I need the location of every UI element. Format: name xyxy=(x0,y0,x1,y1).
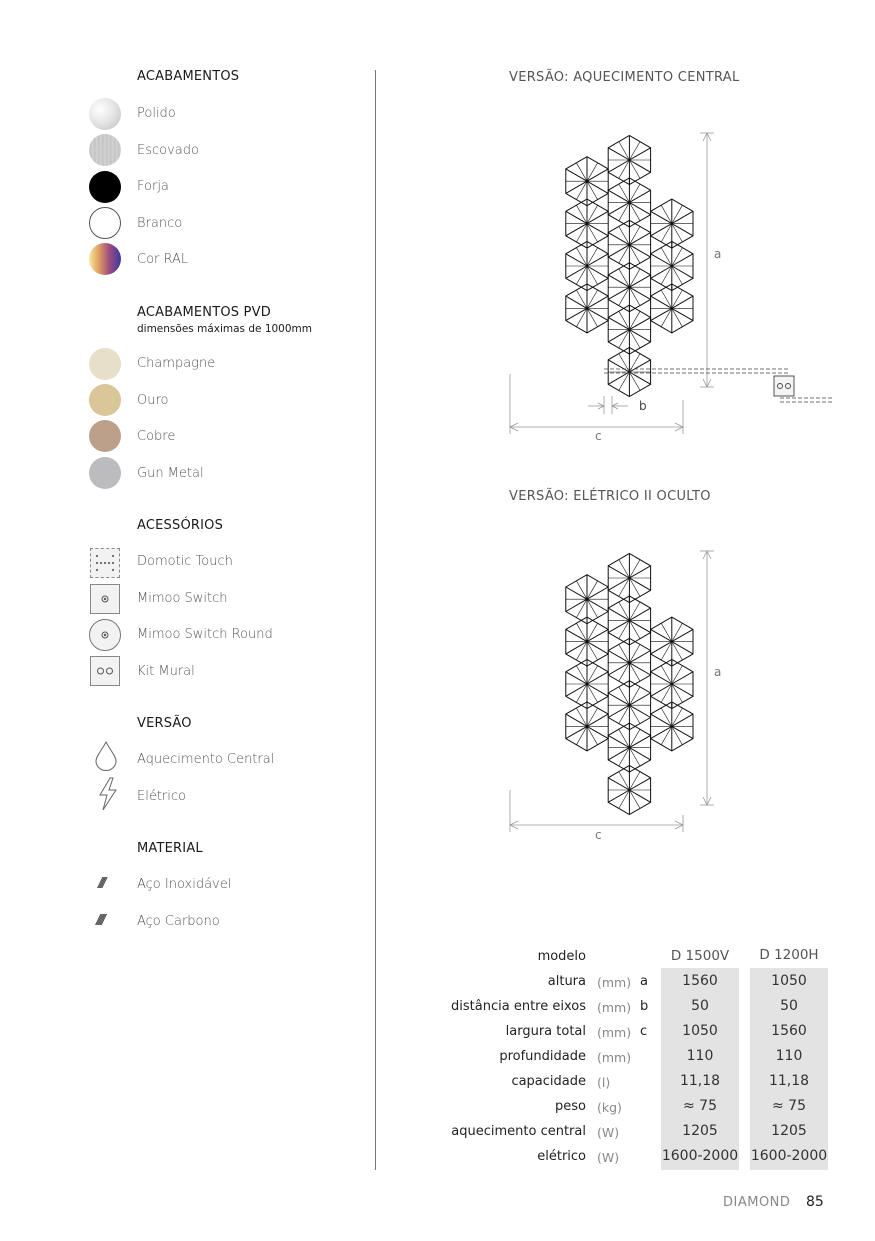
diagram1-drawing xyxy=(500,120,840,450)
domotic-touch-icon xyxy=(90,548,120,578)
radiator-facet xyxy=(587,599,608,611)
spec-value: 1050 xyxy=(682,1023,718,1039)
swatch-ouro xyxy=(89,384,121,416)
spec-row-unit: (mm) xyxy=(597,975,632,990)
radiator-facet xyxy=(566,599,587,611)
spec-value: 1560 xyxy=(771,1023,807,1039)
spec-row-label: largura total xyxy=(505,1024,586,1039)
spec-value: 110 xyxy=(775,1048,803,1064)
accessory-label-mimoo-switch-round: Mimoo Switch Round xyxy=(137,627,273,642)
accessories-heading: ACESSÓRIOS xyxy=(137,518,224,533)
swatch-champagne xyxy=(89,348,121,380)
radiator-facet xyxy=(566,714,587,726)
spec-value: 1560 xyxy=(682,973,718,989)
radiator-facet xyxy=(587,684,608,696)
radiator-facet xyxy=(608,160,629,172)
radiator-facet xyxy=(608,578,629,590)
swatch-cor-ral xyxy=(89,243,121,275)
spec-row-label: peso xyxy=(555,1099,586,1114)
spec-value: 11,18 xyxy=(768,1073,810,1089)
spec-row-letter: c xyxy=(640,1024,648,1039)
version-label-central: Aquecimento Central xyxy=(137,752,275,767)
swatch-cobre xyxy=(89,420,121,452)
diagram1-label-c: c xyxy=(595,429,602,443)
radiator-facet xyxy=(587,266,608,278)
radiator-facet xyxy=(672,211,693,223)
swatch-gun-metal xyxy=(89,457,121,489)
swatch-forja xyxy=(89,171,121,203)
spec-row-unit: (mm) xyxy=(597,1050,632,1065)
spec-value: 50 xyxy=(780,998,798,1014)
radiator-facet xyxy=(651,211,672,223)
spec-value: 50 xyxy=(691,998,709,1014)
finish-label-forja: Forja xyxy=(137,179,169,194)
pvd-label-champagne: Champagne xyxy=(137,356,216,371)
radiator-facet xyxy=(629,330,650,342)
radiator-facet xyxy=(672,714,693,726)
kit-mural-icon xyxy=(90,656,120,686)
radiator-facet xyxy=(608,748,629,760)
version-label-eletrico: Elétrico xyxy=(137,789,186,804)
material-label-inox: Aço Inoxidável xyxy=(137,877,232,892)
lightning-icon xyxy=(96,776,120,816)
diagram1-label-b: b xyxy=(639,399,647,413)
hatch-4-icon: ///// xyxy=(96,913,103,928)
spec-row-unit: (mm) xyxy=(597,1000,632,1015)
spec-value: 110 xyxy=(686,1048,714,1064)
spec-row-unit: (W) xyxy=(597,1125,620,1140)
pvd-heading: ACABAMENTOS PVD xyxy=(137,305,271,320)
spec-model-1: D 1500V xyxy=(670,948,730,964)
radiator-facet xyxy=(587,169,608,181)
spec-model-2: D 1200H xyxy=(759,947,819,963)
radiator-facet xyxy=(608,705,629,717)
radiator-facet xyxy=(629,160,650,172)
pvd-label-ouro: Ouro xyxy=(137,393,169,408)
radiator-facet xyxy=(629,372,650,384)
column-divider xyxy=(375,70,376,1170)
finish-label-cor-ral: Cor RAL xyxy=(137,252,189,267)
radiator-facet xyxy=(608,330,629,342)
radiator-facet xyxy=(608,790,629,802)
radiator-facet xyxy=(629,748,650,760)
radiator-facet xyxy=(672,642,693,654)
spec-row-label: capacidade xyxy=(511,1074,586,1089)
swatch-polido xyxy=(89,98,121,130)
diagram1-kit-mural-icon xyxy=(774,376,794,396)
spec-header-label: modelo xyxy=(537,949,586,964)
spec-row-label: profundidade xyxy=(499,1049,586,1064)
radiator-facet xyxy=(629,705,650,717)
radiator-facet xyxy=(608,202,629,214)
radiator-facet xyxy=(566,642,587,654)
accessory-label-domotic-touch: Domotic Touch xyxy=(137,554,233,569)
spec-value: ≈ 75 xyxy=(772,1098,806,1114)
radiator-facet xyxy=(566,169,587,181)
radiator-facet xyxy=(587,642,608,654)
radiator-facet xyxy=(651,296,672,308)
radiator-facet xyxy=(629,790,650,802)
radiator-facet xyxy=(587,211,608,223)
mimoo-switch-round-icon xyxy=(89,619,121,651)
accessory-label-mimoo-switch: Mimoo Switch xyxy=(137,591,228,606)
radiator-facet xyxy=(672,684,693,696)
diagram2-label-c: c xyxy=(595,828,602,842)
diagram2-radiator xyxy=(566,554,693,815)
swatch-branco xyxy=(89,207,121,239)
radiator-facet xyxy=(587,296,608,308)
spec-row-unit: (l) xyxy=(597,1075,611,1090)
material-label-carbono: Aço Carbono xyxy=(137,914,220,929)
diagram1-pipe xyxy=(604,369,832,402)
radiator-facet xyxy=(566,296,587,308)
water-drop-icon xyxy=(94,740,118,776)
spec-value: 1205 xyxy=(682,1123,718,1139)
finish-label-polido: Polido xyxy=(137,106,176,121)
diagram2-label-a: a xyxy=(714,665,722,679)
radiator-facet xyxy=(651,714,672,726)
finishes-heading: ACABAMENTOS xyxy=(137,69,240,84)
finish-label-escovado: Escovado xyxy=(137,143,199,158)
radiator-facet xyxy=(629,578,650,590)
radiator-facet xyxy=(566,266,587,278)
spec-value: 1050 xyxy=(771,973,807,989)
radiator-facet xyxy=(629,651,650,663)
swatch-escovado xyxy=(89,134,121,166)
radiator-facet xyxy=(672,296,693,308)
radiator-facet xyxy=(629,275,650,287)
diagram1-label-a: a xyxy=(714,247,722,261)
pvd-label-cobre: Cobre xyxy=(137,429,176,444)
pvd-label-gun-metal: Gun Metal xyxy=(137,466,204,481)
spec-row-unit: (mm) xyxy=(597,1025,632,1040)
radiator-facet xyxy=(608,275,629,287)
radiator-facet xyxy=(629,245,650,257)
radiator-facet xyxy=(651,642,672,654)
radiator-facet xyxy=(608,608,629,620)
radiator-facet xyxy=(608,651,629,663)
spec-row-unit: (kg) xyxy=(597,1100,622,1115)
radiator-facet xyxy=(566,684,587,696)
spec-value: 1600-2000 xyxy=(750,1148,828,1164)
spec-row-label: distância entre eixos xyxy=(451,999,586,1014)
version-heading: VERSÃO xyxy=(137,716,192,731)
spec-row-label: elétrico xyxy=(537,1149,586,1164)
spec-row-label: aquecimento central xyxy=(451,1124,586,1139)
radiator-facet xyxy=(651,266,672,278)
radiator-facet xyxy=(608,372,629,384)
spec-row-unit: (W) xyxy=(597,1150,620,1165)
radiator-facet xyxy=(629,608,650,620)
radiator-facet xyxy=(608,245,629,257)
spec-row-label: altura xyxy=(547,974,586,989)
footer-product-name: DIAMOND xyxy=(723,1195,791,1210)
hatch-3-icon: //// xyxy=(98,876,104,891)
spec-row-letter: b xyxy=(640,999,649,1014)
radiator-facet xyxy=(587,714,608,726)
diagram2-drawing xyxy=(500,540,740,845)
spec-value: 11,18 xyxy=(679,1073,721,1089)
accessory-label-kit-mural: Kit Mural xyxy=(137,664,195,679)
pvd-note: dimensões máximas de 1000mm xyxy=(137,323,312,335)
spec-value: 1205 xyxy=(771,1123,807,1139)
material-heading: MATERIAL xyxy=(137,841,203,856)
spec-row-letter: a xyxy=(640,974,648,989)
spec-value: 1600-2000 xyxy=(661,1148,739,1164)
radiator-facet xyxy=(566,211,587,223)
finish-label-branco: Branco xyxy=(137,216,183,231)
footer-page-number: 85 xyxy=(806,1194,824,1210)
radiator-facet xyxy=(651,684,672,696)
diagram1-title: VERSÃO: AQUECIMENTO CENTRAL xyxy=(509,70,740,85)
mimoo-switch-icon xyxy=(90,584,120,614)
spec-value: ≈ 75 xyxy=(683,1098,717,1114)
diagram1-radiator xyxy=(566,136,693,397)
radiator-facet xyxy=(672,266,693,278)
radiator-facet xyxy=(629,202,650,214)
diagram2-title: VERSÃO: ELÉTRICO II OCULTO xyxy=(509,489,711,504)
